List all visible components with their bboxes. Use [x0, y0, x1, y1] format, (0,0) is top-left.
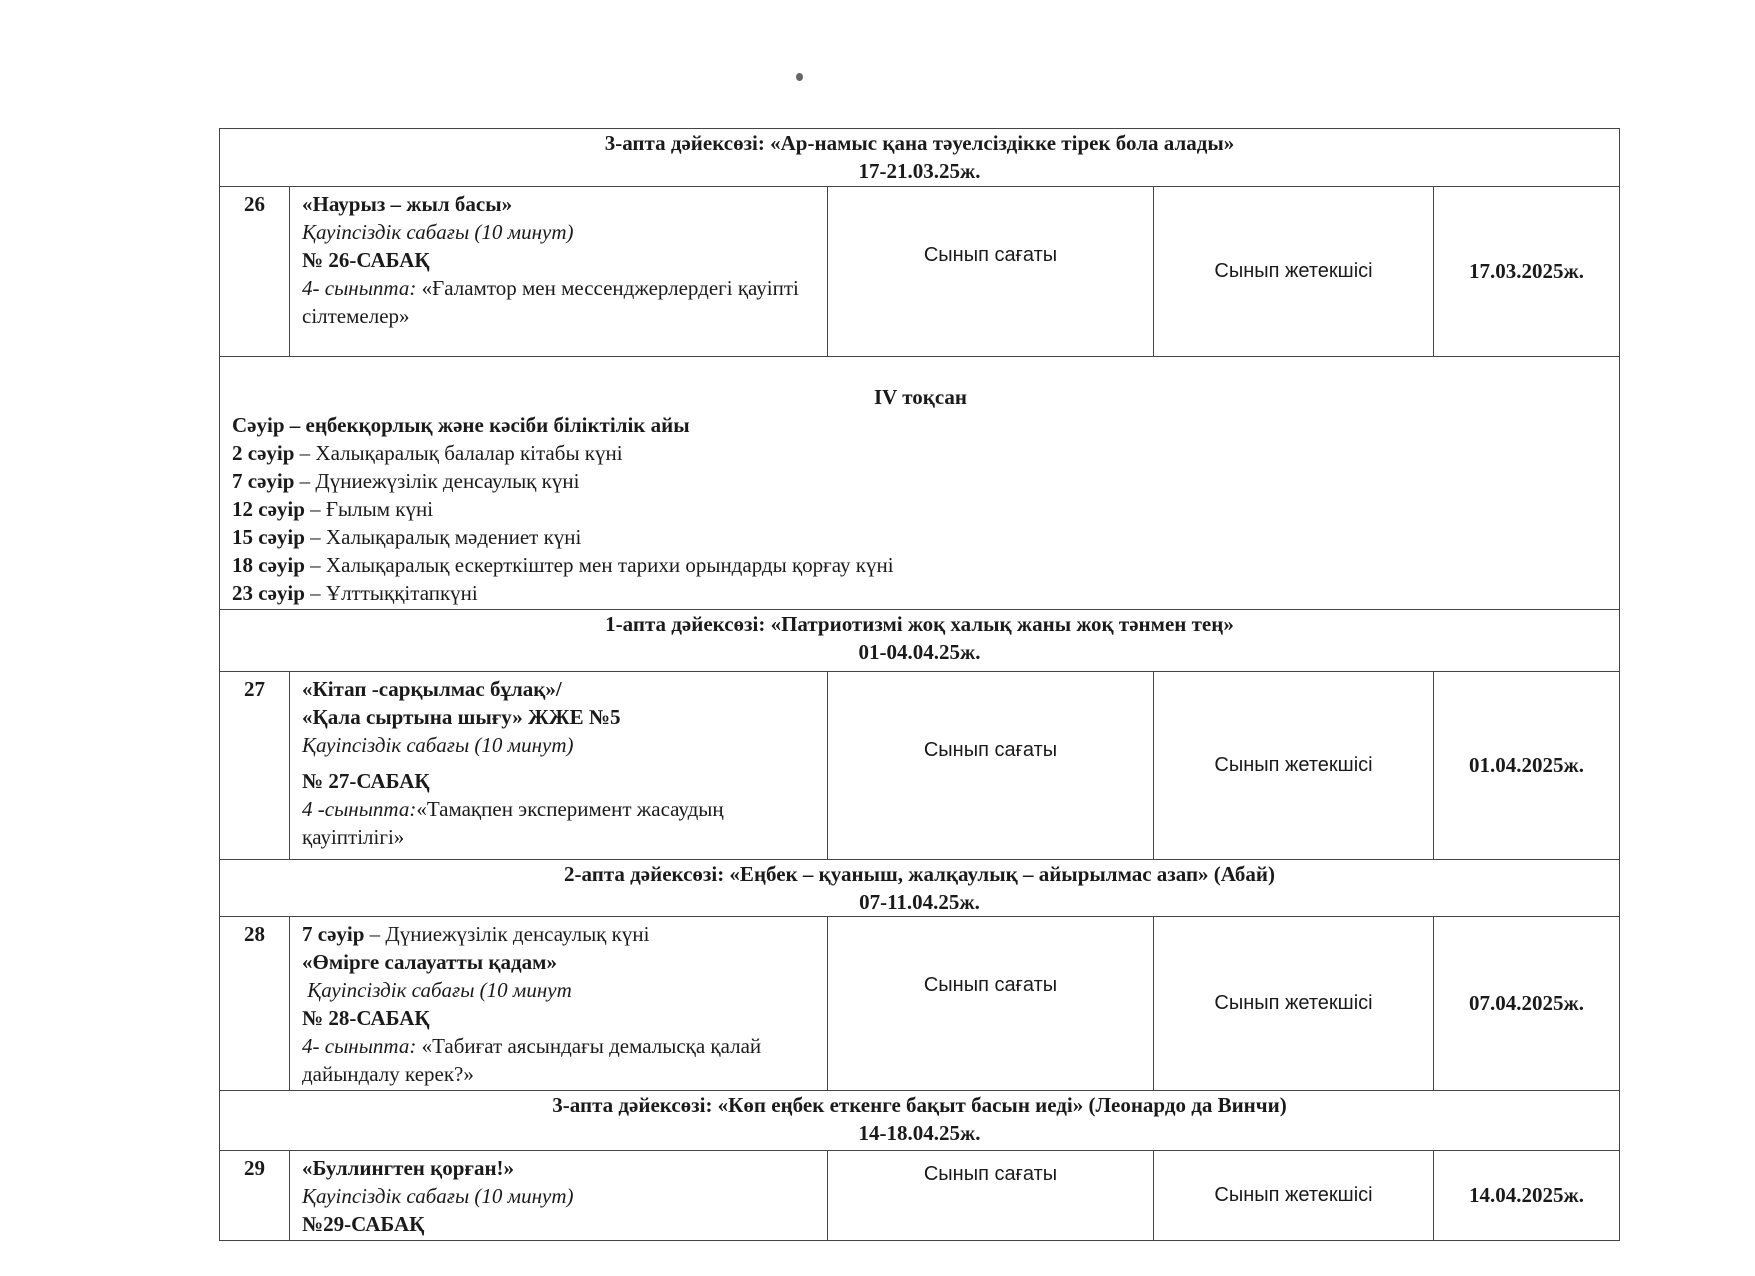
- week-dates: 17-21.03.25ж.: [858, 159, 981, 183]
- quarter-block: [220, 357, 1620, 610]
- event-name: – Дүниежүзілік денсаулық күні: [294, 469, 580, 493]
- event-form: [828, 917, 1154, 1091]
- row-number: 29: [220, 1151, 290, 1241]
- week-dates: 07-11.04.25ж.: [859, 890, 980, 914]
- event-date: [1434, 1151, 1620, 1241]
- event-form: [828, 187, 1154, 357]
- event-date: [1434, 917, 1620, 1091]
- event-name: – Ғылым күні: [304, 497, 434, 521]
- event-title: «Наурыз – жыл басы»: [302, 192, 513, 216]
- event-date-text: 14.04.2025ж.: [1469, 1183, 1584, 1207]
- event-day: 2 сәуір: [232, 441, 295, 465]
- month-theme: Сәуір – еңбекқорлық және кәсіби біліктілік айы: [232, 413, 690, 437]
- list-item: [232, 579, 1609, 607]
- grade-topic: [302, 1032, 817, 1088]
- quarter-row: [220, 357, 1620, 610]
- quarter-title: IV тоқсан: [873, 385, 968, 409]
- event-form: [828, 1151, 1154, 1241]
- event-form: [828, 672, 1154, 860]
- grade-label: 4- сыныпта:: [302, 1034, 417, 1058]
- lesson-number: №29-САБАҚ: [302, 1212, 425, 1236]
- event-day: 23 сәуір: [232, 581, 305, 605]
- event-date-text: 01.04.2025ж.: [1469, 753, 1584, 777]
- responsible-text: Сынып жетекшісі: [1214, 1184, 1373, 1206]
- responsible: [1154, 187, 1434, 357]
- grade-topic: [302, 274, 817, 330]
- grade-topic-text: «Ғаламтор мен мессенджерлердегі қауіпті сілтемелер»: [302, 276, 799, 328]
- scan-speck: [796, 73, 803, 81]
- event-name: – Дүниежүзілік денсаулық күні: [364, 922, 650, 946]
- week-header: [220, 129, 1620, 187]
- event-name: – Халықаралық мәдениет күні: [304, 525, 582, 549]
- responsible-text: Сынып жетекшісі: [1214, 260, 1373, 282]
- week-dates: 14-18.04.25ж.: [858, 1121, 981, 1145]
- row-number: 26: [220, 187, 290, 357]
- event-topic-cell: [290, 917, 828, 1091]
- event-form-text: Сынып сағаты: [923, 974, 1058, 996]
- lesson-number: № 28-САБАҚ: [302, 1006, 430, 1030]
- event-day: 12 сәуір: [232, 497, 305, 521]
- grade-topic: [302, 795, 817, 851]
- week-header-row: [220, 610, 1620, 672]
- event-form-text: Сынып сағаты: [923, 1163, 1058, 1185]
- safety-lesson-label: Қауіпсіздік сабағы (10 минут): [302, 733, 574, 757]
- event-name: – Ұлттыққітапкүні: [304, 581, 478, 605]
- week-motto: 1-апта дәйексөзі: «Патриотизмі жоқ халық жаны жоқ тәнмен тең»: [605, 612, 1234, 636]
- week-motto: 3-апта дәйексөзі: «Ар-намыс қана тәуелсіздікке тірек бола алады»: [604, 131, 1235, 155]
- responsible-text: Сынып жетекшісі: [1214, 754, 1373, 776]
- events-plan-table: [219, 128, 1620, 1241]
- list-item: [232, 467, 1609, 495]
- responsible: [1154, 672, 1434, 860]
- event-title-2: «Қала сыртына шығу» ЖЖЕ №5: [302, 705, 621, 729]
- event-form-text: Сынып сағаты: [923, 244, 1058, 266]
- event-day: 15 сәуір: [232, 525, 305, 549]
- week-dates: 01-04.04.25ж.: [858, 640, 981, 664]
- row-number: 27: [220, 672, 290, 860]
- responsible: [1154, 1151, 1434, 1241]
- week-header-row: [220, 129, 1620, 187]
- list-item: [232, 495, 1609, 523]
- table-row: [220, 187, 1620, 357]
- week-motto: 3-апта дәйексөзі: «Көп еңбек еткенге бақыт басын иеді» (Леонардо да Винчи): [552, 1093, 1287, 1117]
- event-day: 7 сәуір: [232, 469, 295, 493]
- spacer: [302, 759, 817, 767]
- event-date-text: 17.03.2025ж.: [1469, 259, 1584, 283]
- responsible: [1154, 917, 1434, 1091]
- event-pre-line: [302, 920, 817, 948]
- grade-label: 4- сыныпта:: [302, 276, 417, 300]
- event-title: «Өмірге салауатты қадам»: [302, 950, 557, 974]
- week-header-row: [220, 860, 1620, 917]
- week-header: [220, 1091, 1620, 1151]
- event-form-text: Сынып сағаты: [923, 739, 1058, 761]
- row-number: 28: [220, 917, 290, 1091]
- event-name: – Халықаралық балалар кітабы күні: [294, 441, 623, 465]
- lesson-number: № 26-САБАҚ: [302, 248, 430, 272]
- list-item: [232, 523, 1609, 551]
- lesson-number: № 27-САБАҚ: [302, 769, 430, 793]
- week-motto: 2-апта дәйексөзі: «Еңбек – қуаныш, жалқаулық – айырылмас азап» (Абай): [564, 862, 1275, 886]
- list-item: [232, 551, 1609, 579]
- table-row: [220, 917, 1620, 1091]
- table-row: [220, 672, 1620, 860]
- safety-lesson-label: Қауіпсіздік сабағы (10 минут): [302, 1184, 574, 1208]
- event-date: [1434, 672, 1620, 860]
- week-header: [220, 610, 1620, 672]
- grade-topic-text: «Табиғат аясындағы демалысқа қалай дайындалу керек?»: [302, 1034, 762, 1086]
- event-date-text: 07.04.2025ж.: [1469, 991, 1584, 1015]
- grade-label: 4 -сыныпта:: [302, 797, 417, 821]
- event-topic-cell: [290, 1151, 828, 1241]
- safety-lesson-label: Қауіпсіздік сабағы (10 минут): [302, 220, 574, 244]
- event-topic-cell: [290, 187, 828, 357]
- table-row: [220, 1151, 1620, 1241]
- event-day: 7 сәуір: [302, 922, 365, 946]
- responsible-text: Сынып жетекшісі: [1214, 992, 1373, 1014]
- grade-topic-text: «Тамақпен эксперимент жасаудың қауіптілігі»: [302, 797, 724, 849]
- event-topic-cell: [290, 672, 828, 860]
- event-name: – Халықаралық ескерткіштер мен тарихи орындарды қорғау күні: [304, 553, 894, 577]
- safety-lesson-label: Қауіпсіздік сабағы (10 минут: [302, 978, 572, 1002]
- list-item: [232, 439, 1609, 467]
- event-date: [1434, 187, 1620, 357]
- event-title: «Буллингтен қорған!»: [302, 1156, 515, 1180]
- week-header-row: [220, 1091, 1620, 1151]
- week-header: [220, 860, 1620, 917]
- event-title: «Кітап -сарқылмас бұлақ»/: [302, 677, 562, 701]
- event-day: 18 сәуір: [232, 553, 305, 577]
